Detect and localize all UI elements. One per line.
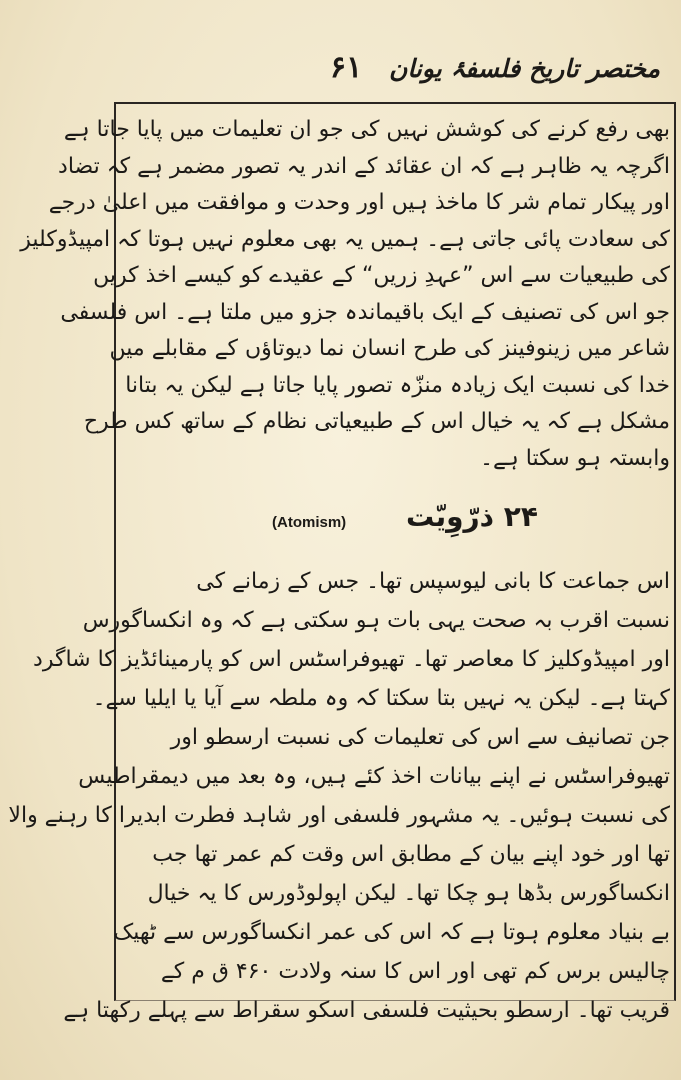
text-line: جو اس کی تصنیف کے ایک باقیماندہ جزو میں ملتا ہے۔ اس فلسفی [60, 299, 670, 325]
text-line: کہتا ہے۔ لیکن یہ نہیں بتا سکتا کہ وہ ملطہ سے آیا یا ایلیا سے۔ [92, 686, 670, 711]
page-number: ۶۱ [330, 50, 363, 85]
running-head: مختصر تاریخ فلسفۂ یونان [388, 54, 660, 83]
text-line: اور پیکار تمام شر کا ماخذ ہیں اور وحدت و موافقت میں اعلیٰ درجے [48, 190, 670, 215]
text-line: اور امپیڈوکلیز کا معاصر تھا۔ تھیوفراسٹس اس کو پارمینائڈیز کا شاگرد [33, 647, 670, 672]
text-line: تھا اور خود اپنے بیان کے مطابق اس وقت کم عمر تھا جب [152, 842, 670, 867]
text-line: بھی رفع کرنے کی کوشش نہیں کی جو ان تعلیمات میں پایا جاتا ہے [63, 117, 670, 142]
text-line: کی طبیعیات سے اس ”عہدِ زریں“ کے عقیدے کو کیسے اخذ کریں [93, 263, 670, 288]
text-line: کی سعادت پائی جاتی ہے۔ ہمیں یہ بھی معلوم نہیں ہوتا کہ امپیڈوکلیز [20, 226, 670, 252]
text-line: جن تصانیف سے اس کی تعلیمات کی نسبت ارسطو اور [170, 725, 670, 750]
text-line: نسبت اقرب بہ صحت یہی بات ہو سکتی ہے کہ وہ انکساگورس [82, 608, 670, 633]
text-line: شاعر میں زینوفینز کی طرح انسان نما دیوتاؤں کے مقابلے میں [109, 336, 670, 361]
text-line: انکساگورس بڈھا ہو چکا تھا۔ لیکن اپولوڈورس کا یہ خیال [147, 881, 670, 906]
text-line: وابستہ ہو سکتا ہے۔ [480, 445, 670, 471]
text-line: خدا کی نسبت ایک زیادہ منزّہ تصور پایا جاتا ہے لیکن یہ بتانا [125, 372, 670, 398]
text-line: چالیس برس کم تھی اور اس کا سنہ ولادت ۴۶۰ ق م کے [160, 959, 670, 984]
page-header [100, 48, 660, 96]
text-line: اس جماعت کا بانی لیوسپس تھا۔ جس کے زمانے کی [196, 569, 670, 594]
paragraph-1 [20, 112, 670, 477]
text-line: کی نسبت ہوئیں۔ یہ مشہور فلسفی اور شاہد فطرت ابدیرا کا رہنے والا [8, 803, 670, 828]
text-line: قریب تھا۔ ارسطو بحیثیت فلسفی اسکو سقراط سے پہلے رکھتا ہے [63, 998, 670, 1023]
section-heading [118, 500, 670, 550]
text-line: تھیوفراسٹس نے اپنے بیانات اخذ کئے ہیں، وہ بعد میں دیمقراطیس [78, 764, 670, 789]
section-heading-latin: (Atomism) [272, 514, 347, 531]
text-line: اگرچہ یہ ظاہر ہے کہ ان عقائد کے اندر یہ تصور مضمر ہے کہ تضاد [58, 153, 670, 179]
paragraph-2 [8, 562, 670, 1030]
text-line: بے بنیاد معلوم ہوتا ہے کہ اس کی عمر انکساگورس سے ٹھیک [113, 920, 670, 945]
text-line: مشکل ہے کہ یہ خیال اس کے طبیعیاتی نظام کے ساتھ کس طرح [83, 409, 670, 434]
section-heading-urdu: ۲۴ ذرّوِیّت [406, 500, 538, 533]
